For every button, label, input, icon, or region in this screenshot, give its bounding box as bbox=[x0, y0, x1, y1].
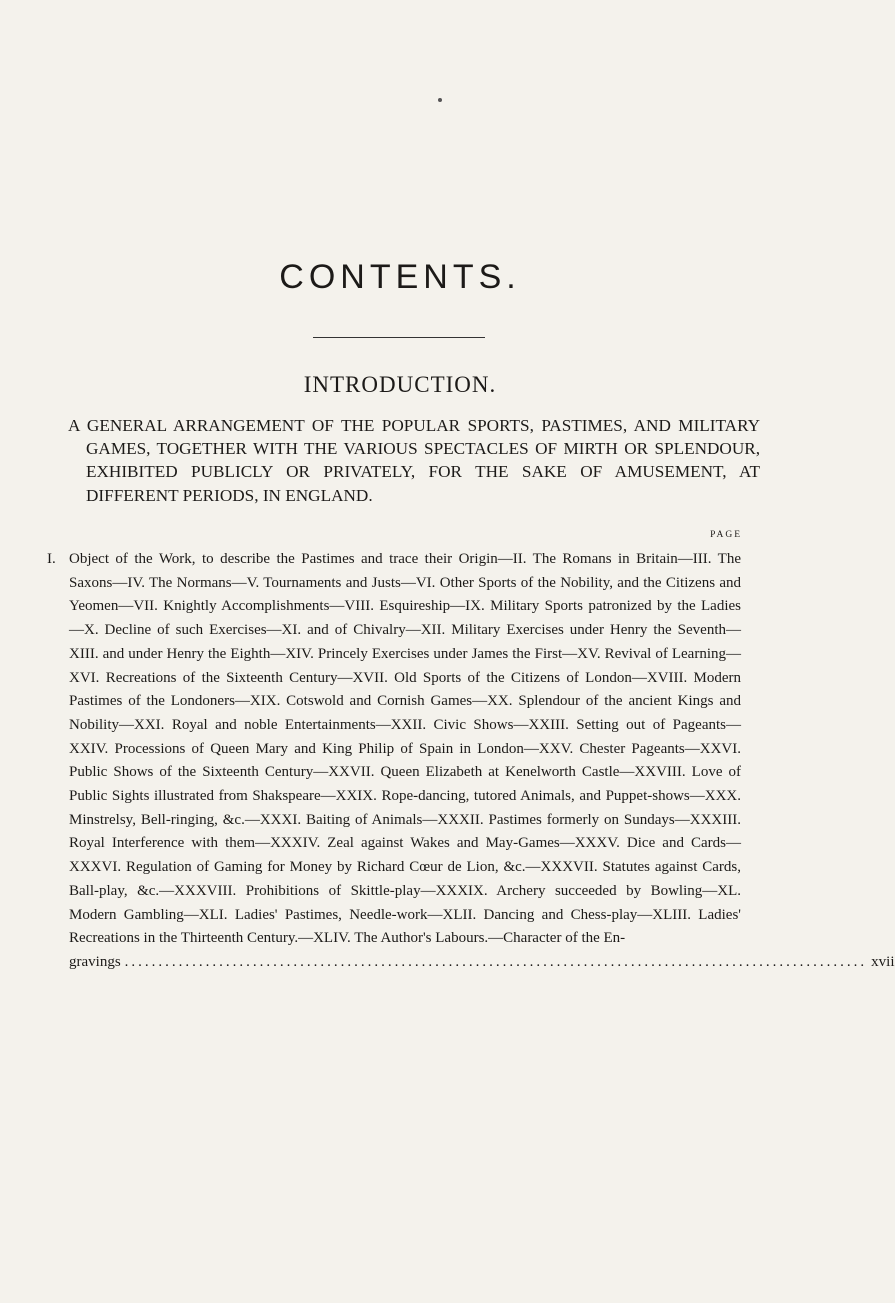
page-title: CONTENTS. bbox=[279, 258, 521, 296]
ink-speck bbox=[438, 98, 442, 102]
entry-page-number: xvii bbox=[871, 953, 895, 970]
title-divider bbox=[313, 337, 485, 338]
page-column-label: PAGE bbox=[710, 530, 742, 540]
section-heading: INTRODUCTION. bbox=[303, 372, 497, 397]
section-summary: A GENERAL ARRANGEMENT OF THE POPULAR SPORTS, PASTIMES, AND MILITARY GAMES, TOGETHER WITH THE VARIOUS SPECTACLES OF MIRTH OR SPLENDOUR, EXHIBITED PUBLICLY OR PRIVATELY, FOR THE SAKE OF AMUSEMENT, AT DIFFERENT PERIODS, IN ENGLAND. bbox=[68, 416, 760, 505]
dot-leader: .............................................................................................................. bbox=[124, 953, 868, 970]
entry-last-words: gravings bbox=[69, 953, 121, 970]
contents-entry bbox=[47, 548, 895, 975]
entry-leader-line bbox=[69, 951, 895, 975]
entry-text: Object of the Work, to describe the Pastimes and trace their Origin—II. The Romans in Britain—III. The Saxons—IV. The Normans—V. Tournaments and Justs—VI. Other Sports of the Nobility, and the Citizens and Yeomen—VII. Knightly Accomplishments—VIII. Esquireship—IX. Military Sports patronized by the Ladies—X. Decline of such Exercises—XI. and of Chivalry—XII. Military Exercises under Henry the Seventh—XIII. and under Henry the Eighth—XIV. Princely Exercises under James the First—XV. Revival of Learning—XVI. Recreations of the Sixteenth Century—XVII. Old Sports of the Citizens of London—XVIII. Modern Pastimes of the Londoners—XIX. Cotswold and Cornish Games—XX. Splendour of the ancient Kings and Nobility—XXI. Royal and noble Entertainments—XXII. Civic Shows—XXIII. Setting out of Pageants—XXIV. Processions of Queen Mary and King Philip of Spain in London—XXV. Chester Pageants—XXVI. Public Shows of the Sixteenth Century—XXVII. Queen Elizabeth at Kenelworth Castle—XXVIII. Love of Public Sights illustrated from Shakspeare—XXIX. Rope-dancing, tutored Animals, and Puppet-shows—XXX. Minstrelsy, Bell-ringing, &c.—XXXI. Baiting of Animals—XXXII. Pastimes formerly on Sundays—XXXIII. Royal Interference with them—XXXIV. Zeal against Wakes and May-Games—XXXV. Dice and Cards—XXXVI. Regulation of Gaming for Money by Richard Cœur de Lion, &c.—XXXVII. Statutes against Cards, Ball-play, &c.—XXXVIII. Prohibitions of Skittle-play—XXXIX. Archery succeeded by Bowling—XL. Modern Gambling—XLI. Ladies' Pastimes, Needle-work—XLII. Dancing and Chess-play—XLIII. Ladies' Recreations in the Thirteenth Century.—XLIV. The Author's Labours.—Character of the En- bbox=[69, 551, 741, 947]
entry-number: I. bbox=[47, 551, 56, 567]
